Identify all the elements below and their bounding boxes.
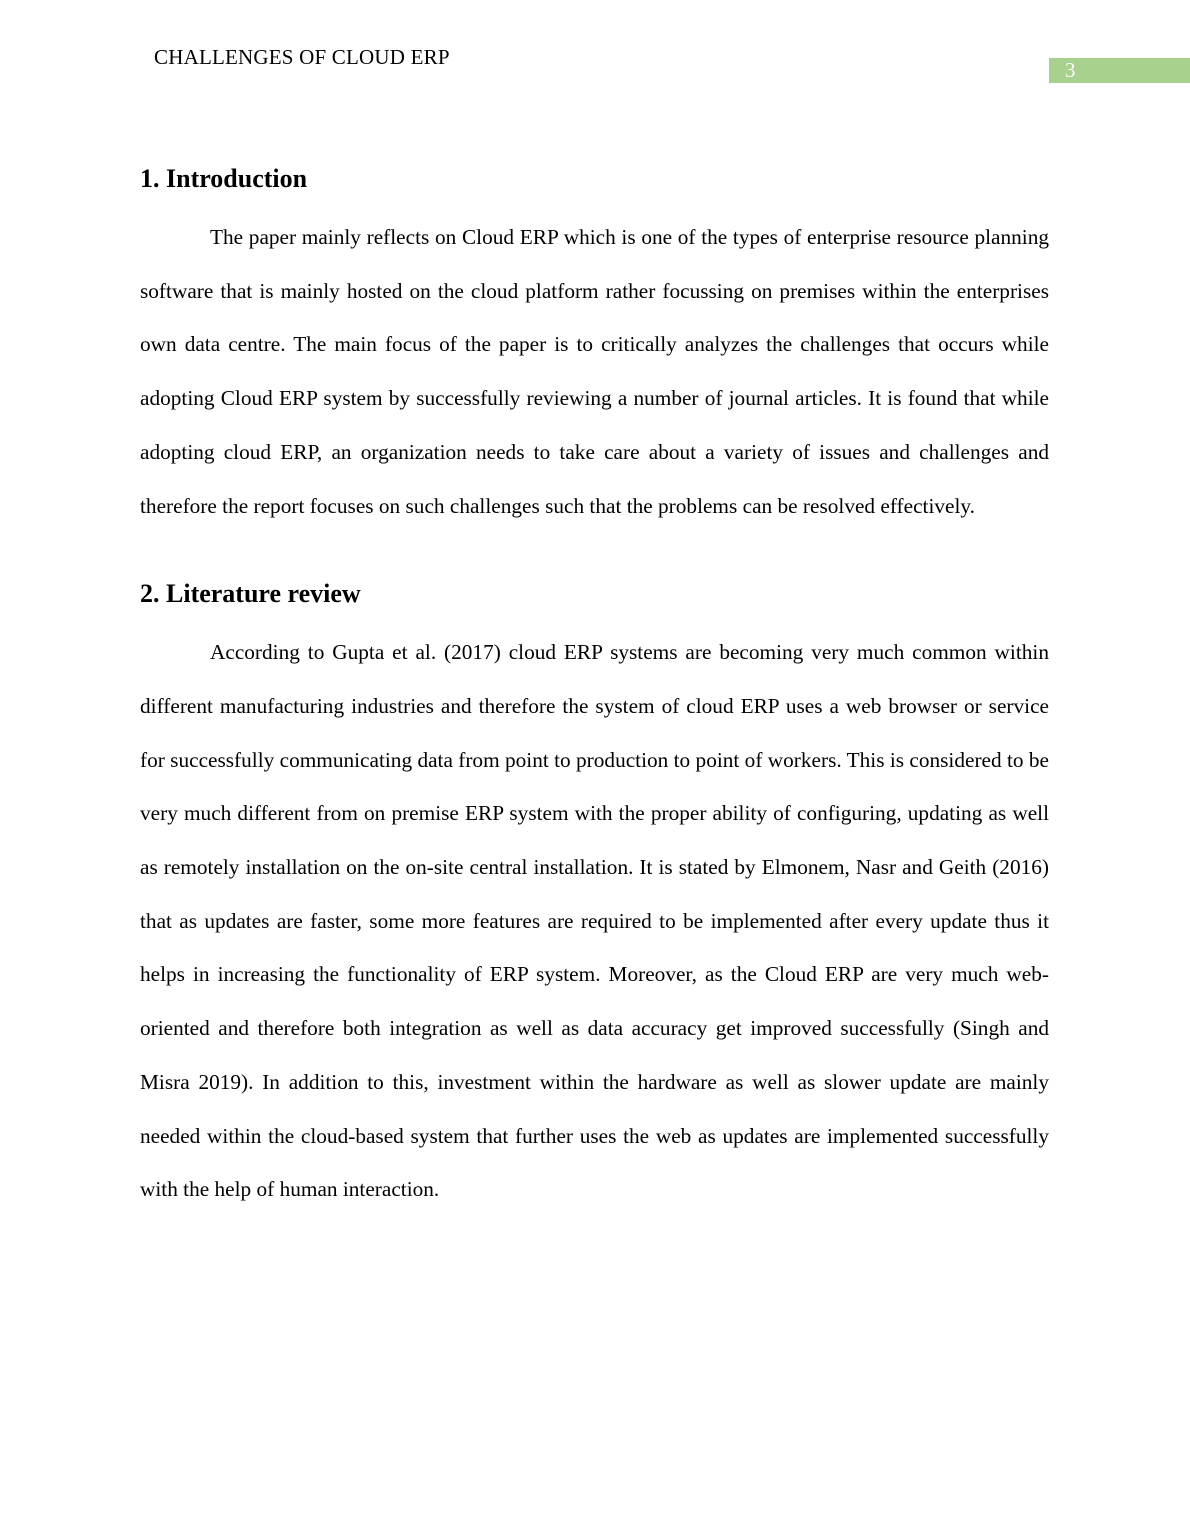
- page-number: 3: [1065, 58, 1076, 82]
- literature-review-heading: 2. Literature review: [140, 579, 361, 609]
- running-head: CHALLENGES OF CLOUD ERP: [154, 45, 450, 69]
- literature-review-paragraph: According to Gupta et al. (2017) cloud ERP systems are becoming very much common within different manufacturing industries and therefore the system of cloud ERP uses a web browser or service for successfully communicating data from point to production to point of workers. This is considered to be very much different from on premise ERP system with the proper ability of configuring, updating as well as remotely installation on the on-site central installation. It is stated by Elmonem, Nasr and Geith (2016) that as updates are faster, some more features are required to be implemented after every update thus it helps in increasing the functionality of ERP system. Moreover, as the Cloud ERP are very much web-oriented and therefore both integration as well as data accuracy get improved successfully (Singh and Misra 2019). In addition to this, investment within the hardware as well as slower update are mainly needed within the cloud-based system that further uses the web as updates are implemented successfully with the help of human interaction.: [140, 640, 1049, 1202]
- page-number-badge: [1049, 58, 1190, 83]
- introduction-paragraph: The paper mainly reflects on Cloud ERP which is one of the types of enterprise resource planning software that is mainly hosted on the cloud platform rather focussing on premises within the enterprises own data centre. The main focus of the paper is to critically analyzes the challenges that occurs while adopting Cloud ERP system by successfully reviewing a number of journal articles. It is found that while adopting cloud ERP, an organization needs to take care about a variety of issues and challenges and therefore the report focuses on such challenges such that the problems can be resolved effectively.: [140, 225, 1049, 518]
- introduction-heading: 1. Introduction: [140, 164, 308, 193]
- document-body: [140, 160, 1049, 1217]
